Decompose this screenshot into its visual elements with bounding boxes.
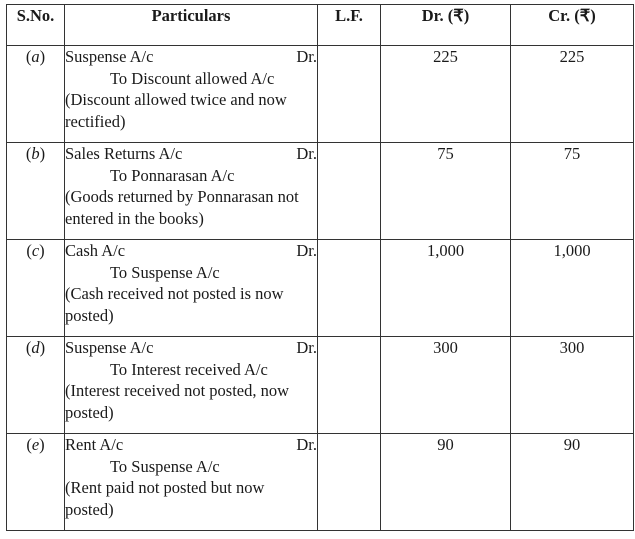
- cr-amount: 90: [511, 434, 634, 531]
- particulars-cell: [65, 143, 318, 240]
- sno-cell: [7, 434, 65, 531]
- dr-marker: Dr.: [296, 47, 317, 66]
- sno-open: (: [25, 47, 32, 66]
- narration: (Goods returned by Ponnarasan not entered in the books): [65, 187, 299, 228]
- dr-marker: Dr.: [296, 435, 317, 454]
- table-row: [7, 240, 634, 337]
- credit-account: To Discount allowed A/c: [110, 68, 275, 88]
- debit-line: [65, 46, 317, 68]
- dr-amount: 300: [381, 337, 511, 434]
- dr-marker: Dr.: [296, 241, 317, 260]
- header-cr: Cr. (₹): [511, 5, 634, 46]
- debit-account: Sales Returns A/c: [65, 144, 183, 163]
- sno-letter: c: [31, 241, 40, 260]
- debit-account: Cash A/c: [65, 241, 126, 260]
- cr-amount: 75: [511, 143, 634, 240]
- particulars-cell: [65, 337, 318, 434]
- dr-amount: 90: [381, 434, 511, 531]
- sno-cell: [7, 46, 65, 143]
- sno-close: ): [39, 241, 45, 260]
- dr-amount: 75: [381, 143, 511, 240]
- debit-line: [65, 337, 317, 359]
- dr-marker: Dr.: [296, 338, 317, 357]
- credit-account: To Suspense A/c: [110, 262, 220, 282]
- sno-letter: d: [31, 338, 40, 357]
- cr-amount: 1,000: [511, 240, 634, 337]
- table-row: [7, 46, 634, 143]
- narration: (Interest received not posted, now posted): [65, 381, 290, 422]
- cr-amount: 300: [511, 337, 634, 434]
- table-header-row: [7, 5, 634, 46]
- narration: (Discount allowed twice and now rectified): [65, 90, 287, 131]
- credit-account: To Interest received A/c: [110, 359, 268, 379]
- debit-line: [65, 434, 317, 456]
- lf-cell: [318, 143, 381, 240]
- dr-amount: 1,000: [381, 240, 511, 337]
- header-lf: L.F.: [318, 5, 381, 46]
- journal-entries-table: [6, 4, 634, 531]
- sno-cell: [7, 143, 65, 240]
- sno-letter: a: [31, 47, 40, 66]
- table-row: [7, 143, 634, 240]
- sno-close: ): [39, 435, 45, 454]
- table-row: [7, 434, 634, 531]
- particulars-cell: [65, 434, 318, 531]
- sno-close: ): [39, 47, 46, 66]
- dr-marker: Dr.: [296, 144, 317, 163]
- lf-cell: [318, 240, 381, 337]
- sno-close: ): [39, 144, 46, 163]
- table-row: [7, 337, 634, 434]
- header-dr: Dr. (₹): [381, 5, 511, 46]
- sno-open: (: [26, 435, 32, 454]
- sno-letter: e: [31, 435, 40, 454]
- sno-cell: [7, 337, 65, 434]
- sno-cell: [7, 240, 65, 337]
- lf-cell: [318, 434, 381, 531]
- debit-account: Suspense A/c: [65, 338, 154, 357]
- narration: (Cash received not posted is now posted): [65, 284, 284, 325]
- dr-amount: 225: [381, 46, 511, 143]
- cr-amount: 225: [511, 46, 634, 143]
- particulars-cell: [65, 240, 318, 337]
- header-sno: S.No.: [7, 5, 65, 46]
- debit-line: [65, 143, 317, 165]
- sno-open: (: [26, 241, 32, 260]
- sno-close: ): [39, 338, 46, 357]
- lf-cell: [318, 46, 381, 143]
- sno-open: (: [25, 338, 32, 357]
- debit-account: Suspense A/c: [65, 47, 154, 66]
- particulars-cell: [65, 46, 318, 143]
- debit-account: Rent A/c: [65, 435, 124, 454]
- credit-account: To Suspense A/c: [110, 456, 220, 476]
- lf-cell: [318, 337, 381, 434]
- header-particulars: Particulars: [65, 5, 318, 46]
- narration: (Rent paid not posted but now posted): [65, 478, 265, 519]
- credit-account: To Ponnarasan A/c: [110, 165, 235, 185]
- sno-letter: b: [31, 144, 40, 163]
- sno-open: (: [25, 144, 32, 163]
- debit-line: [65, 240, 317, 262]
